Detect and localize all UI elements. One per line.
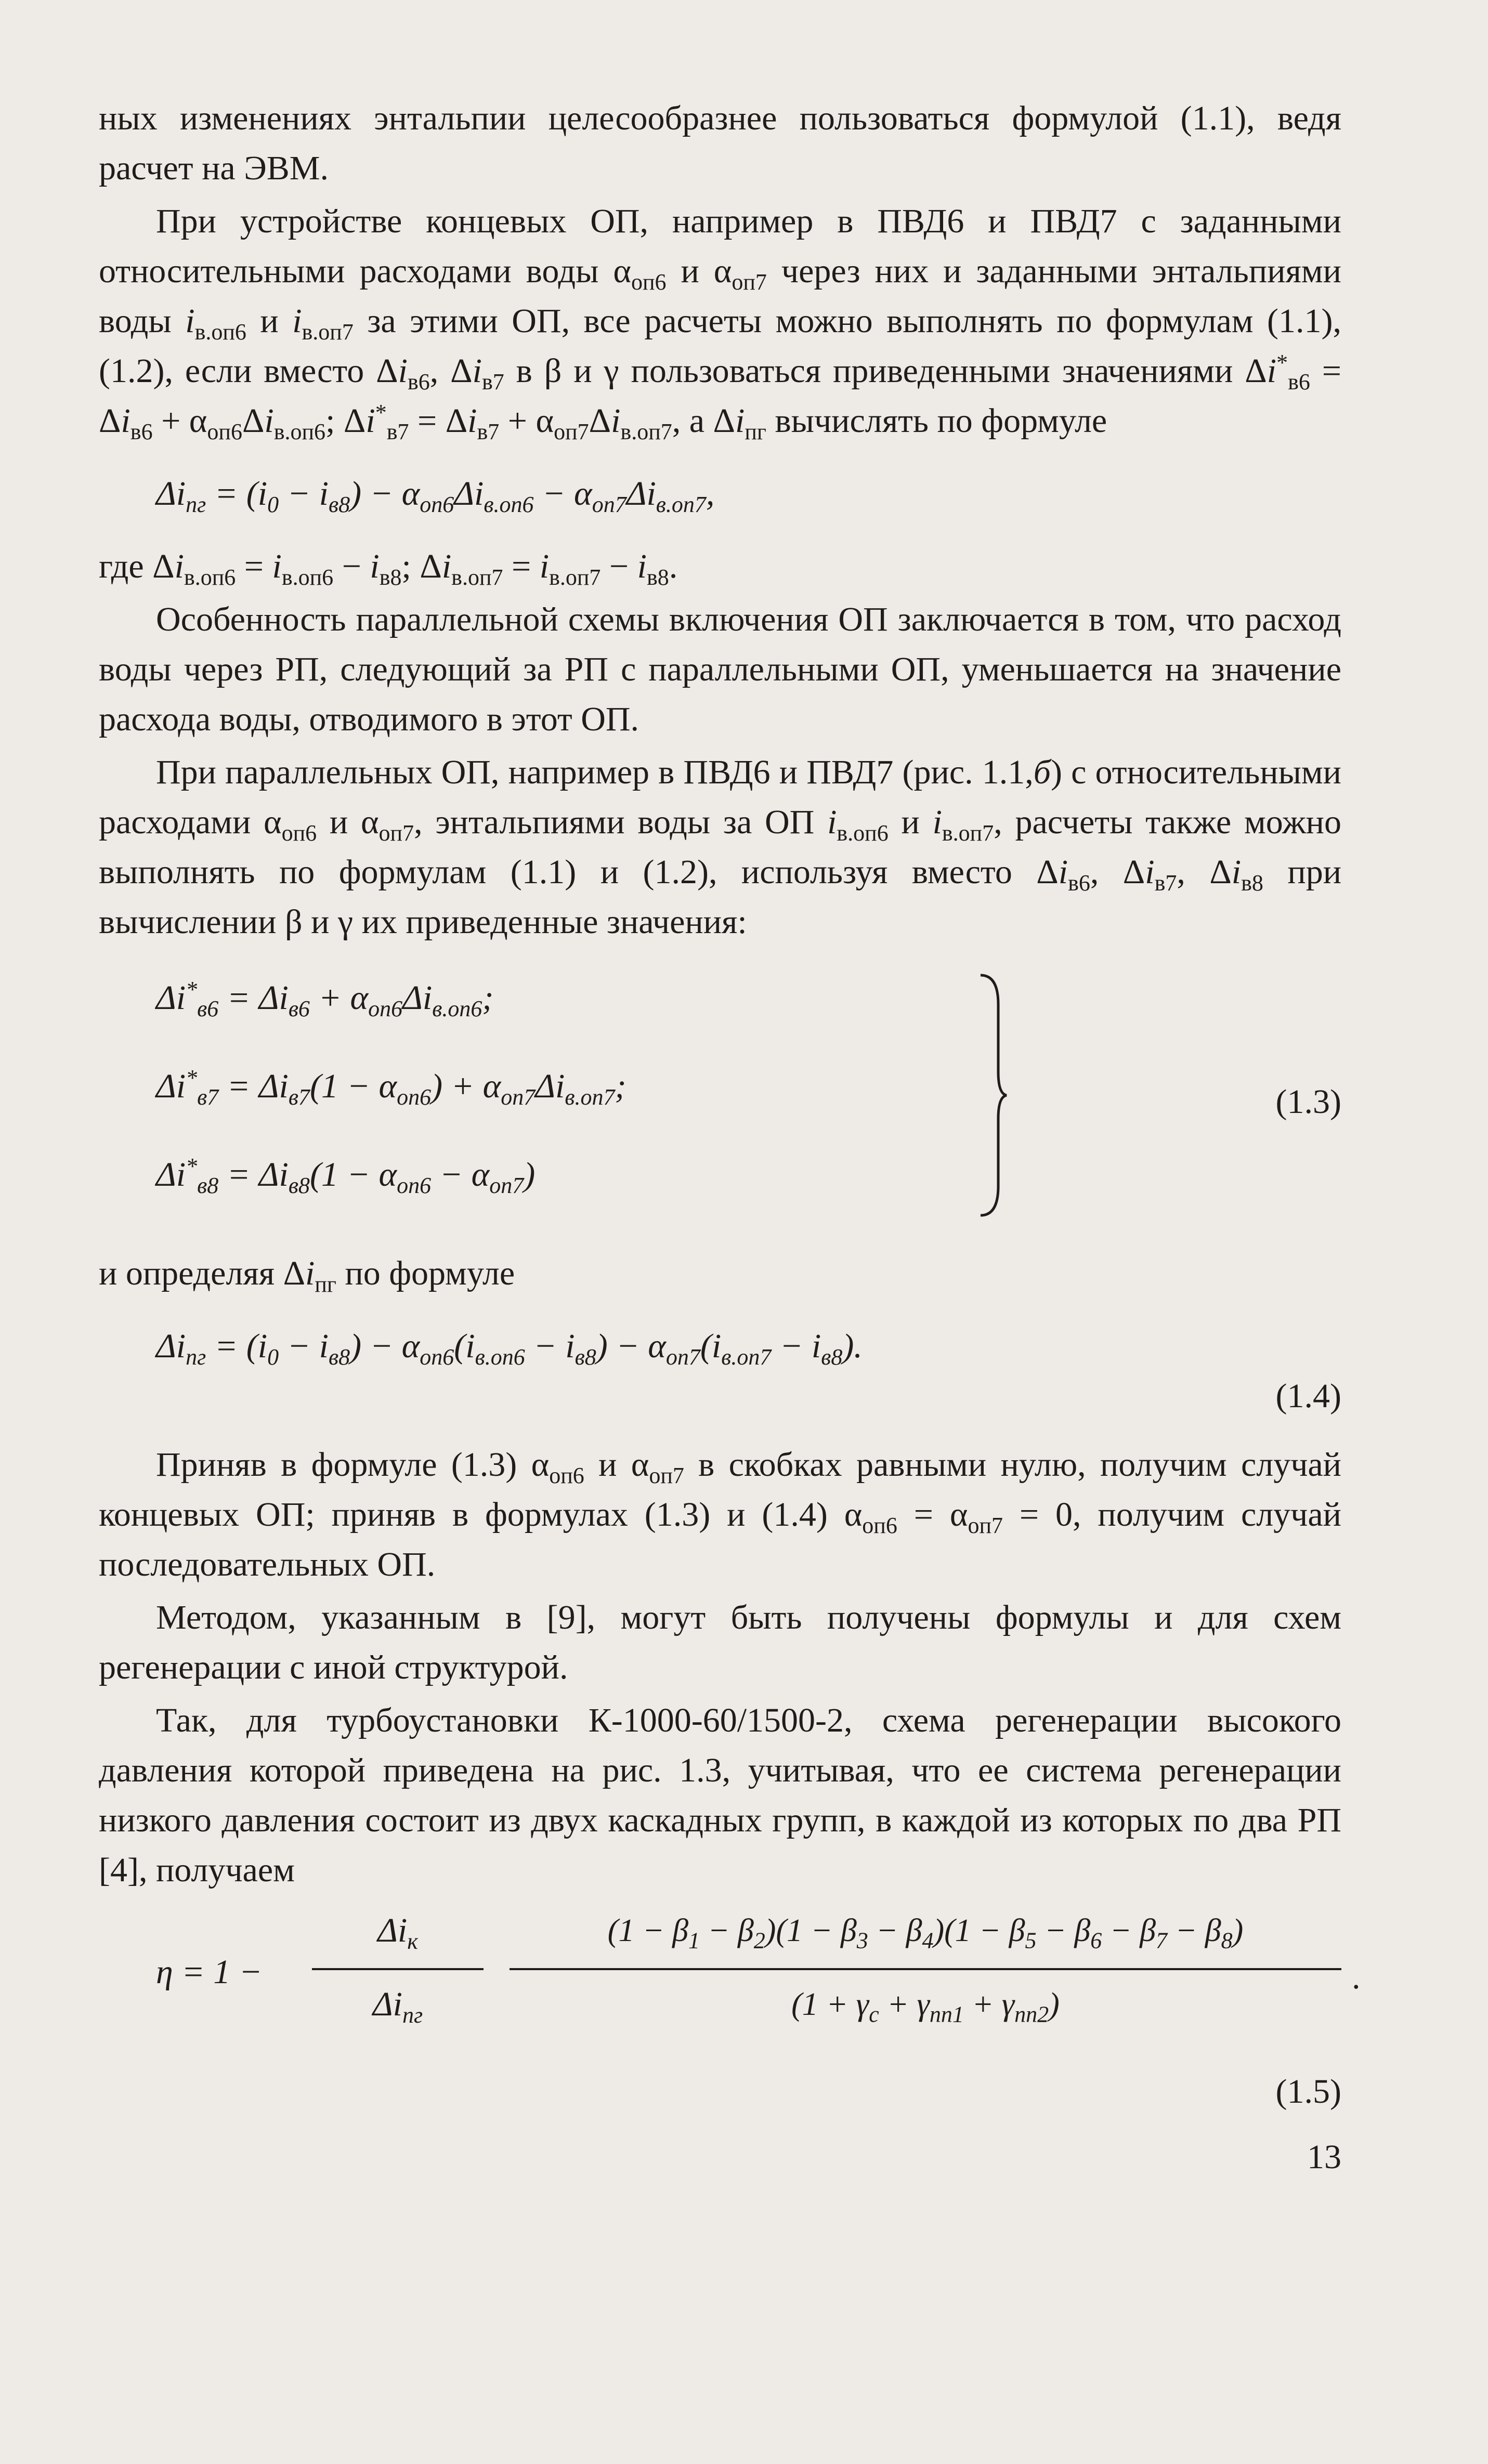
paragraph-7: Так, для турбоустановки К-1000-60/1500-2, схема регенерации высокого давления которой приведена на рис. 1.3, учитывая, что ее система регенерации низкого давления состоит из двух каскадных групп, в каждой из которых по два РП [4], получаем (99, 1701, 1341, 1889)
right-brace-icon (977, 973, 1009, 1217)
equation-1-5 (99, 1906, 1361, 2051)
paragraph-6: Методом, указанным в [9], могут быть получены формулы и для схем регенерации с иной структурой. (99, 1598, 1341, 1686)
equation-system-1-3 (99, 968, 1341, 1238)
fraction-bar (312, 1968, 484, 1970)
page-number: 13 (1307, 2138, 1341, 2176)
system-line-3: $\Delta i^*_{в8} = \Delta i_{в8}(1 - \alpha_{оп6} - \alpha_{оп7})$ (156, 1154, 536, 1199)
efficiency-lhs: η = 1 − (156, 1953, 263, 1991)
enthalpy-ratio-denominator: $\Delta i_{пг}$ (372, 1985, 423, 2028)
paragraph-5: Приняв в формуле (1.3) $\alpha_{оп6}$ и $\alpha_{оп7}$ в скобках равными нулю, получим случай концевых ОП; приняв в формулах (1.3) и (1.4) $\alpha_{оп6} = \alpha_{оп7} = 0$, получим случай последовательных ОП. (99, 1446, 1342, 1583)
paragraph-2: При устройстве концевых ОП, например в ПВД6 и ПВД7 с заданными относительными расходами воды $\alpha_{оп6}$ и $\alpha_{оп7}$ через них и заданными энтальпиями воды $i_{в.оп6}$ и $i_{в.оп7}$ за этими ОП, все расчеты можно выполнять по формулам (1.1), (1.2), если вместо $\Delta i_{в6}$, $\Delta i_{в7}$ в β и γ пользоваться приведенными значениями $\Delta i^*_{в6} = \Delta i_{в6} + \alpha_{оп6}\Delta i_{в.оп6}$; $\Delta i^*_{в7} = \Delta i_{в7} + \alpha_{оп7}\Delta i_{в.оп7}$, а $\Delta i_{пг}$ вычислять по формуле (99, 202, 1342, 445)
beta-product-numerator: $(1 - \beta_1 - \beta_2)(1 - \beta_3 - \beta_4)(1 - \beta_5 - \beta_6 - \beta_7 - \beta_8)$ (607, 1913, 1244, 1954)
equation-end-dot: . (1352, 1958, 1361, 1996)
equation-number-1-4: (1.4) (1275, 1377, 1341, 1415)
equation-number-1-5: (1.5) (1275, 2073, 1341, 2111)
fraction-bar (510, 1968, 1341, 1970)
beta-gamma-fraction (510, 1906, 1341, 2029)
paragraph-4: При параллельных ОП, например в ПВД6 и ПВД7 (рис. 1.1,б) с относительными расходами $\alpha_{оп6}$ и $\alpha_{оп7}$, энтальпиями воды за ОП $i_{в.оп6}$ и $i_{в.оп7}$, расчеты также можно выполнять по формулам (1.1) и (1.2), используя вместо $\Delta i_{в6}$, $\Delta i_{в7}$, $\Delta i_{в8}$ при вычислении β и γ их приведенные значения: (99, 753, 1342, 941)
enthalpy-ratio-fraction (312, 1906, 484, 2029)
text-column (99, 94, 1361, 2201)
equation-delta-ipg-terminal: $\Delta i_{пг} = (i_0 - i_{в8}) - \alpha_{оп6}\Delta i_{в.оп6} - \alpha_{оп7}\Delta i_{в.оп7}$, (156, 475, 715, 518)
paragraph-3: Особенность параллельной схемы включения ОП заключается в том, что расход воды через РП, следующий за РП с параллельными ОП, уменьшается на значение расхода воды, отводимого в этот ОП. (99, 600, 1341, 738)
equation-1-4: $\Delta i_{пг} = (i_0 - i_{в8}) - \alpha_{оп6}(i_{в.оп6} - i_{в8}) - \alpha_{оп7}(i_{в.оп7} - i_{в8})$. (156, 1327, 863, 1370)
system-line-2: $\Delta i^*_{в7} = \Delta i_{в7}(1 - \alpha_{оп6}) + \alpha_{оп7}\Delta i_{в.оп7}$; (156, 1065, 626, 1110)
equation-number-1-3: (1.3) (1275, 1083, 1341, 1121)
gamma-sum-denominator: $(1 + \gamma_с + \gamma_{пп1} + \gamma_{пп2})$ (791, 1987, 1060, 2027)
defining-clause: и определяя $\Delta i_{пг}$ по формуле (99, 1254, 515, 1297)
enthalpy-ratio-numerator: $\Delta i_к$ (377, 1911, 418, 1955)
paragraph-1: ных изменениях энтальпии целесообразнее пользоваться формулой (1.1), ведя расчет на ЭВМ. (99, 99, 1341, 187)
system-line-1: $\Delta i^*_{в6} = \Delta i_{в6} + \alpha_{оп6}\Delta i_{в.оп6}$; (156, 977, 494, 1022)
where-clause: где $\Delta i_{в.оп6} = i_{в.оп6} - i_{в8}$; $\Delta i_{в.оп7} = i_{в.оп7} - i_{в8}$. (99, 547, 678, 591)
